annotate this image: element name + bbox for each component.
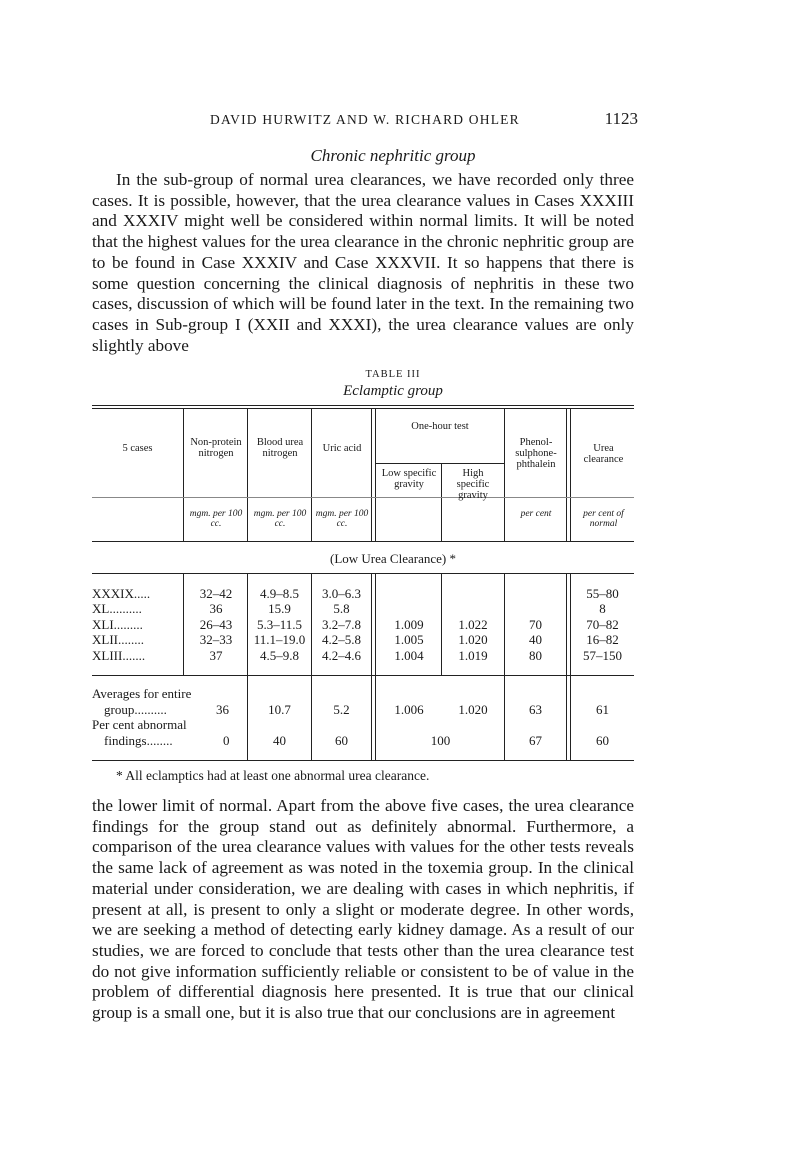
cell-psp: 40: [529, 632, 542, 647]
one-hour-divider: [376, 463, 504, 464]
cell-urea: 70–82: [586, 617, 619, 632]
col-double-line: [566, 409, 571, 541]
cell-case: XXXIX.....: [92, 586, 151, 601]
abnormal-label: Per cent abnormal: [92, 717, 187, 732]
page-number: 1123: [604, 109, 638, 128]
header-npn: Non-protein nitrogen: [190, 437, 242, 459]
cell-bun: 5.3–11.5: [256, 617, 303, 632]
unit-bun: mgm. per 100 cc.: [253, 509, 307, 529]
cell-uric: 4.2–5.8: [322, 632, 361, 647]
col-line: [504, 409, 505, 541]
table-bottom-rule: [92, 760, 634, 761]
unit-psp: per cent: [520, 509, 552, 519]
col-line: [183, 409, 184, 541]
unit-npn: mgm. per 100 cc.: [189, 509, 243, 529]
cell-urea: 55–80: [586, 586, 619, 601]
cell-bun: 4.9–8.5: [260, 586, 299, 601]
header-psp: Phenol-sulphone-phthalein: [515, 437, 557, 470]
subgroup-caption: (Low Urea Clearance) *: [330, 551, 456, 566]
abn-uric: 60: [335, 733, 348, 748]
avg-psp: 63: [529, 702, 542, 717]
abn-psp: 67: [529, 733, 542, 748]
body-paragraph-2: the lower limit of normal. Apart from the above five cases, the urea clearance findings for the group stand out as definitely abnormal. Furthermore, a comparison of the urea clearance values with values for the other tests reveals the same lack of agreement as was noted in the toxemia group. In the clinical material under consideration, we are dealing with cases in which nephritis, if present at all, is present to only a slight or moderate degree. In other words, we are seeking a method of detecting early kidney damage. As a result of our studies, we are forced to conclude that tests other than the urea clearance test do not give information sufficiently reliable or consistent to be of value in the problem of differential diagnosis here presented. It is true that our clinical group is a small one, but it is also true that our conclusions are in agreement: [92, 796, 634, 1023]
cell-uric: 3.2–7.8: [322, 617, 361, 632]
cell-npn: 26–43: [199, 617, 233, 632]
cell-high-sg: 1.019: [458, 648, 488, 663]
rows-bottom-rule: [92, 675, 634, 676]
unit-uric: mgm. per 100 cc.: [315, 509, 369, 529]
cell-npn: 32–33: [199, 632, 233, 647]
abn-urea: 60: [596, 733, 609, 748]
table-title: Eclamptic group: [343, 383, 443, 399]
cell-low-sg: 1.005: [394, 632, 424, 647]
averages-label: Averages for entire: [92, 686, 192, 701]
col-line: [247, 409, 248, 541]
header-cases: 5 cases: [122, 443, 153, 454]
avg-uric: 5.2: [333, 702, 350, 717]
running-head: [92, 110, 638, 130]
cell-urea: 57–150: [583, 648, 622, 663]
cell-urea: 16–82: [586, 632, 619, 647]
header-bun: Blood urea nitrogen: [256, 437, 304, 459]
cell-bun: 4.5–9.8: [260, 648, 299, 663]
header-uric: Uric acid: [322, 443, 362, 454]
cell-urea: 8: [599, 601, 606, 616]
units-divider: [92, 497, 634, 498]
cell-psp: 80: [529, 648, 542, 663]
header-high-sg: High specific gravity: [456, 468, 490, 501]
col-double-line: [371, 574, 376, 760]
table-top-rule: [92, 405, 634, 406]
avg-high-sg: 1.020: [458, 702, 488, 717]
cell-high-sg: 1.020: [458, 632, 488, 647]
cell-bun: 11.1–19.0: [253, 632, 306, 647]
col-line: [311, 409, 312, 541]
averages-label-2: group..........: [104, 702, 167, 717]
cell-psp: 70: [529, 617, 542, 632]
running-head-authors: DAVID HURWITZ AND W. RICHARD OHLER: [210, 112, 520, 127]
cell-bun: 15.9: [268, 601, 291, 616]
cell-case: XL..........: [92, 601, 142, 616]
abn-bun: 40: [273, 733, 286, 748]
header-bottom-rule: [92, 541, 634, 542]
cell-high-sg: 1.022: [458, 617, 488, 632]
avg-npn: 36: [216, 702, 229, 717]
body-paragraph-1: In the sub-group of normal urea clearances, we have recorded only three cases. It is possible, however, that the urea clearance values in Cases XXXIII and XXXIV might well be considered within normal limits. It will be noted that the highest values for the urea clearance in the chronic nephritic group are to be found in Case XXXIV and Case XXXVII. It so happens that there is some question concerning the clinical diagnosis of nephritis in these two cases, discussion of which will be found later in the text. In the remaining two cases in Sub-group I (XXII and XXXI), the urea clearance values are only slightly above: [92, 170, 634, 355]
avg-urea: 61: [596, 702, 609, 717]
unit-urea: per cent of normal: [583, 509, 624, 529]
cell-case: XLII........: [92, 632, 144, 647]
cell-uric: 3.0–6.3: [322, 586, 361, 601]
avg-low-sg: 1.006: [394, 702, 424, 717]
table-top-rule-2: [92, 408, 634, 409]
cell-uric: 5.8: [333, 601, 350, 616]
header-urea: Urea clearance: [583, 443, 624, 465]
cell-npn: 36: [209, 601, 223, 616]
abnormal-label-2: findings........: [104, 733, 173, 748]
header-one-hour: One-hour test: [411, 421, 469, 432]
abn-one-hour: 100: [430, 733, 451, 748]
cell-low-sg: 1.004: [394, 648, 424, 663]
abn-npn: 0: [223, 733, 230, 748]
section-heading: Chronic nephritic group: [310, 146, 476, 165]
header-low-sg: Low specific gravity: [381, 468, 437, 490]
caption-bottom-rule: [92, 573, 634, 574]
col-line: [183, 574, 184, 675]
cell-uric: 4.2–4.6: [322, 648, 361, 663]
cell-npn: 37: [209, 648, 223, 663]
col-line: [441, 464, 442, 541]
cell-npn: 32–42: [199, 586, 233, 601]
avg-bun: 10.7: [268, 702, 291, 717]
cell-case: XLIII.......: [92, 648, 146, 663]
table-label: TABLE III: [365, 369, 421, 380]
cell-low-sg: 1.009: [394, 617, 424, 632]
cell-case: XLI.........: [92, 617, 143, 632]
table-footnote: * All eclamptics had at least one abnormal urea clearance.: [116, 768, 430, 783]
